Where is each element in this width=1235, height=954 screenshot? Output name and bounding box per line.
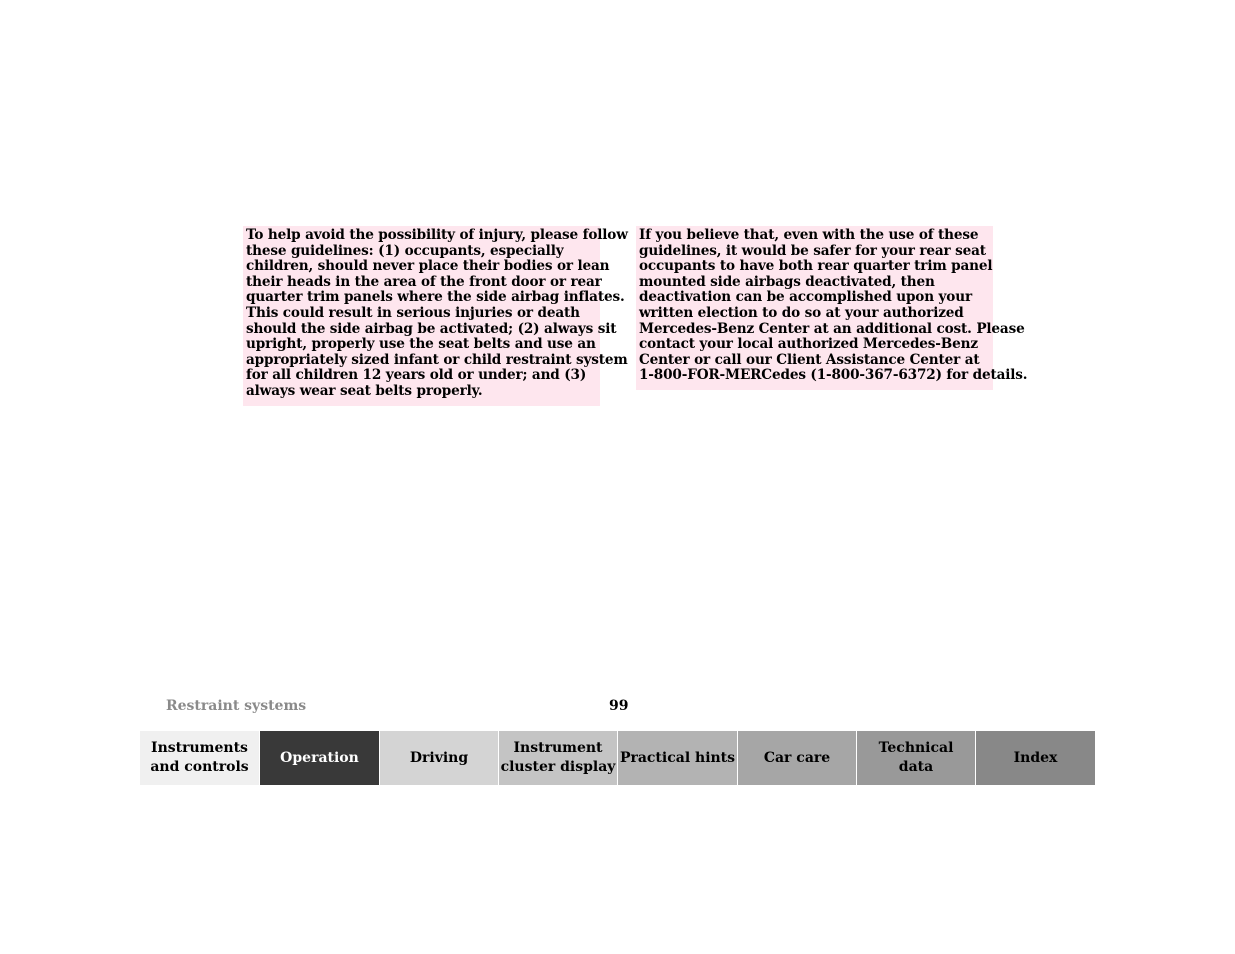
warning-text-line: This could result in serious injuries or death	[246, 304, 580, 321]
warning-text-line: Center or call our Client Assistance Center at	[639, 351, 980, 368]
warning-text-line: for all children 12 years old or under; and (3)	[246, 367, 587, 384]
nav-tab-car-care[interactable]: Car care	[738, 731, 857, 785]
warning-text-line: always wear seat belts properly.	[246, 382, 483, 399]
nav-tab-driving[interactable]: Driving	[380, 731, 499, 785]
warning-text-line: these guidelines: (1) occupants, especially	[246, 242, 564, 259]
warning-text-line: should the side airbag be activated; (2) always sit	[246, 320, 617, 337]
warning-text-line: written election to do so at your authorized	[639, 304, 964, 321]
warning-text-line: guidelines, it would be safer for your rear seat	[639, 242, 986, 259]
nav-tab-technical-data[interactable]: Technical data	[857, 731, 976, 785]
chapter-nav-bar	[140, 731, 1095, 785]
warning-text-line: appropriately sized infant or child restraint system	[246, 351, 628, 368]
section-label: Restraint systems	[166, 698, 307, 714]
warning-text-line: deactivation can be accomplished upon your	[639, 289, 972, 306]
warning-text-line: their heads in the area of the front door or rear	[246, 273, 602, 290]
warning-box-deactivation	[636, 226, 1028, 390]
warning-text-line: upright, properly use the seat belts and use an	[246, 336, 596, 353]
warning-text-line: contact your local authorized Mercedes-Benz	[639, 336, 978, 353]
warning-text-line: Mercedes-Benz Center at an additional cost. Please	[639, 320, 1025, 337]
nav-tab-index[interactable]: Index	[976, 731, 1095, 785]
nav-tab-instruments-and-controls[interactable]: Instruments and controls	[140, 731, 260, 785]
warning-text-line: occupants to have both rear quarter trim panel	[639, 258, 993, 275]
warning-text-line: To help avoid the possibility of injury, please follow	[246, 227, 628, 243]
nav-tab-instrument-cluster-display[interactable]: Instrument cluster display	[499, 731, 618, 785]
nav-tab-operation[interactable]: Operation	[260, 731, 380, 785]
warning-box-guidelines	[243, 226, 628, 406]
page-number: 99	[609, 698, 629, 714]
warning-text-line: children, should never place their bodies or lean	[246, 258, 610, 275]
warning-text-line: quarter trim panels where the side airbag inflates.	[246, 289, 625, 306]
warning-text-line: mounted side airbags deactivated, then	[639, 273, 935, 290]
warning-text-line: 1-800-FOR-MERCedes (1-800-367-6372) for details.	[639, 367, 1028, 384]
warning-text-line: If you believe that, even with the use of these	[639, 227, 979, 243]
nav-tab-practical-hints[interactable]: Practical hints	[618, 731, 738, 785]
